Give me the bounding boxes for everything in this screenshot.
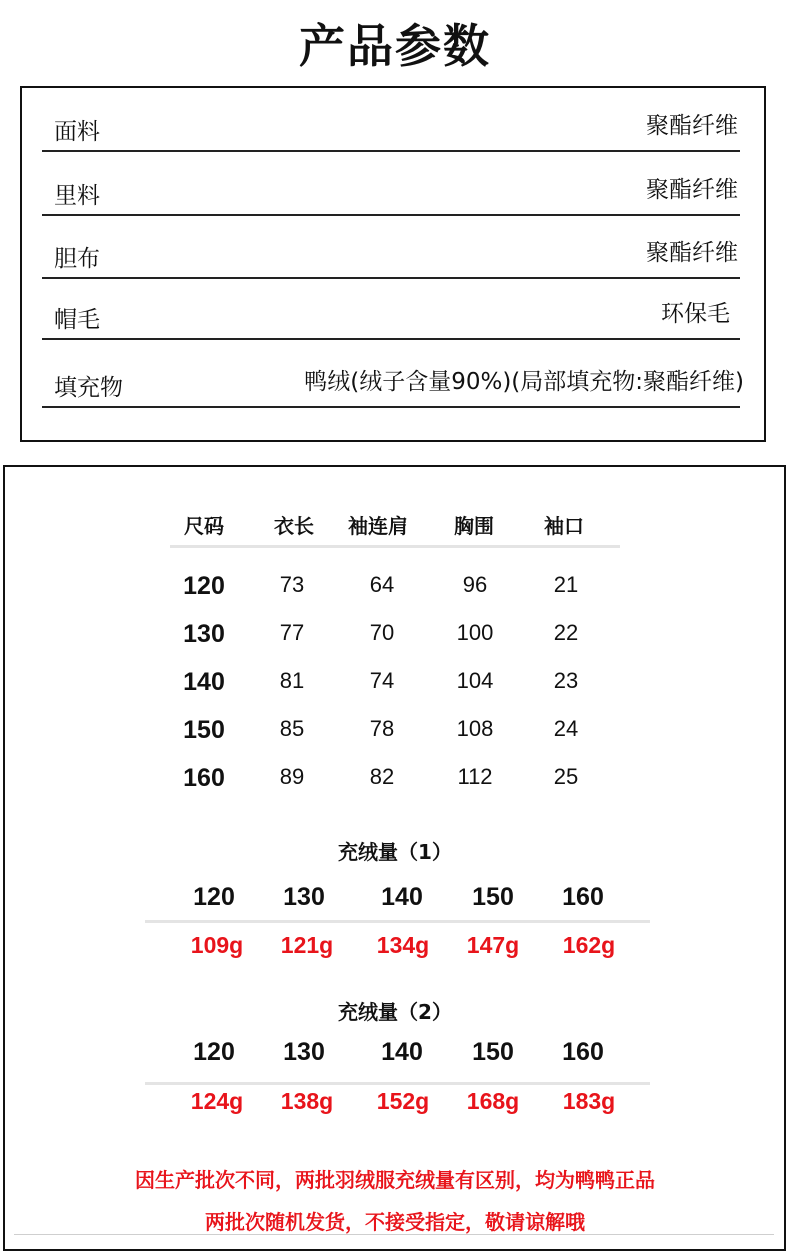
fill-amount-1-title: 充绒量（1） — [338, 840, 452, 864]
fill-weight: 138g — [280, 1088, 334, 1114]
cell-length: 85 — [279, 716, 305, 741]
fill-weight: 162g — [562, 932, 616, 958]
page-title: 产品参数 — [299, 19, 491, 73]
table-row — [0, 620, 790, 660]
header-divider — [170, 545, 620, 548]
size-table-header — [0, 510, 790, 540]
param-value: 聚酯纤维 — [646, 113, 738, 139]
fill-weight: 121g — [280, 932, 334, 958]
cell-length: 77 — [279, 620, 305, 645]
param-value: 鸭绒(绒子含量90%)(局部填充物:聚酯纤维) — [304, 369, 744, 395]
param-label: 面料 — [54, 119, 100, 145]
param-value: 环保毛 — [661, 301, 730, 327]
fill-size: 120 — [193, 1038, 235, 1066]
cell-chest: 112 — [457, 764, 493, 789]
fill-amount-2-weights — [0, 1088, 790, 1122]
fill-size: 160 — [562, 1038, 604, 1066]
param-label: 里料 — [54, 183, 100, 209]
cell-cuff: 23 — [553, 668, 579, 693]
cell-cuff: 25 — [553, 764, 579, 789]
cell-size: 160 — [183, 764, 225, 792]
fill-weight: 134g — [376, 932, 430, 958]
fill-size: 120 — [193, 883, 235, 911]
param-value: 聚酯纤维 — [646, 177, 738, 203]
header-length: 衣长 — [274, 514, 314, 538]
cell-cuff: 22 — [553, 620, 579, 645]
param-row-hood-fur — [42, 276, 740, 340]
table-row — [0, 572, 790, 612]
cell-size: 140 — [183, 668, 225, 696]
fill-amount-1-divider — [145, 920, 650, 923]
cell-length: 73 — [279, 572, 305, 597]
fill-weight: 147g — [466, 932, 520, 958]
table-row — [0, 716, 790, 756]
fill-weight: 109g — [190, 932, 244, 958]
fill-amount-2-divider — [145, 1082, 650, 1085]
cell-length: 89 — [279, 764, 305, 789]
fill-size: 130 — [283, 1038, 325, 1066]
param-label: 帽毛 — [54, 307, 100, 333]
cell-sleeve: 70 — [369, 620, 395, 645]
cell-sleeve: 82 — [369, 764, 395, 789]
cell-chest: 108 — [456, 716, 494, 741]
cell-chest: 96 — [462, 572, 488, 597]
param-label: 填充物 — [54, 375, 123, 401]
header-chest: 胸围 — [454, 514, 494, 538]
fill-weight: 152g — [376, 1088, 430, 1114]
fill-size: 130 — [283, 883, 325, 911]
cell-chest: 100 — [456, 620, 494, 645]
shipping-note: 两批次随机发货，不接受指定，敬请谅解哦 — [205, 1210, 585, 1234]
header-size: 尺码 — [184, 514, 224, 538]
cell-size: 130 — [183, 620, 225, 648]
param-row-fabric — [42, 88, 740, 152]
fill-size: 150 — [472, 883, 514, 911]
cell-chest: 104 — [456, 668, 494, 693]
cell-sleeve: 78 — [369, 716, 395, 741]
cell-sleeve: 74 — [369, 668, 395, 693]
fill-amount-1-weights — [0, 932, 790, 966]
table-row — [0, 764, 790, 804]
bottom-divider — [14, 1234, 774, 1235]
fill-size: 140 — [381, 1038, 423, 1066]
fill-size: 150 — [472, 1038, 514, 1066]
batch-note: 因生产批次不同，两批羽绒服充绒量有区别，均为鸭鸭正品 — [135, 1168, 655, 1192]
param-row-lining — [42, 152, 740, 216]
fill-weight: 124g — [190, 1088, 244, 1114]
param-row-inner-fabric — [42, 215, 740, 279]
product-params-panel — [20, 86, 766, 442]
cell-size: 150 — [183, 716, 225, 744]
cell-cuff: 24 — [553, 716, 579, 741]
header-sleeve: 袖连肩 — [348, 514, 408, 538]
fill-weight: 168g — [466, 1088, 520, 1114]
fill-amount-2-sizes — [0, 1038, 790, 1072]
cell-size: 120 — [183, 572, 225, 600]
fill-weight: 183g — [562, 1088, 616, 1114]
fill-size: 140 — [381, 883, 423, 911]
param-value: 聚酯纤维 — [646, 240, 738, 266]
header-cuff: 袖口 — [544, 514, 584, 538]
table-row — [0, 668, 790, 708]
cell-length: 81 — [279, 668, 305, 693]
cell-cuff: 21 — [553, 572, 579, 597]
fill-amount-1-sizes — [0, 883, 790, 917]
param-row-filling — [42, 344, 744, 408]
fill-amount-2-title: 充绒量（2） — [338, 1000, 452, 1024]
cell-sleeve: 64 — [369, 572, 395, 597]
fill-size: 160 — [562, 883, 604, 911]
param-label: 胆布 — [54, 246, 100, 272]
